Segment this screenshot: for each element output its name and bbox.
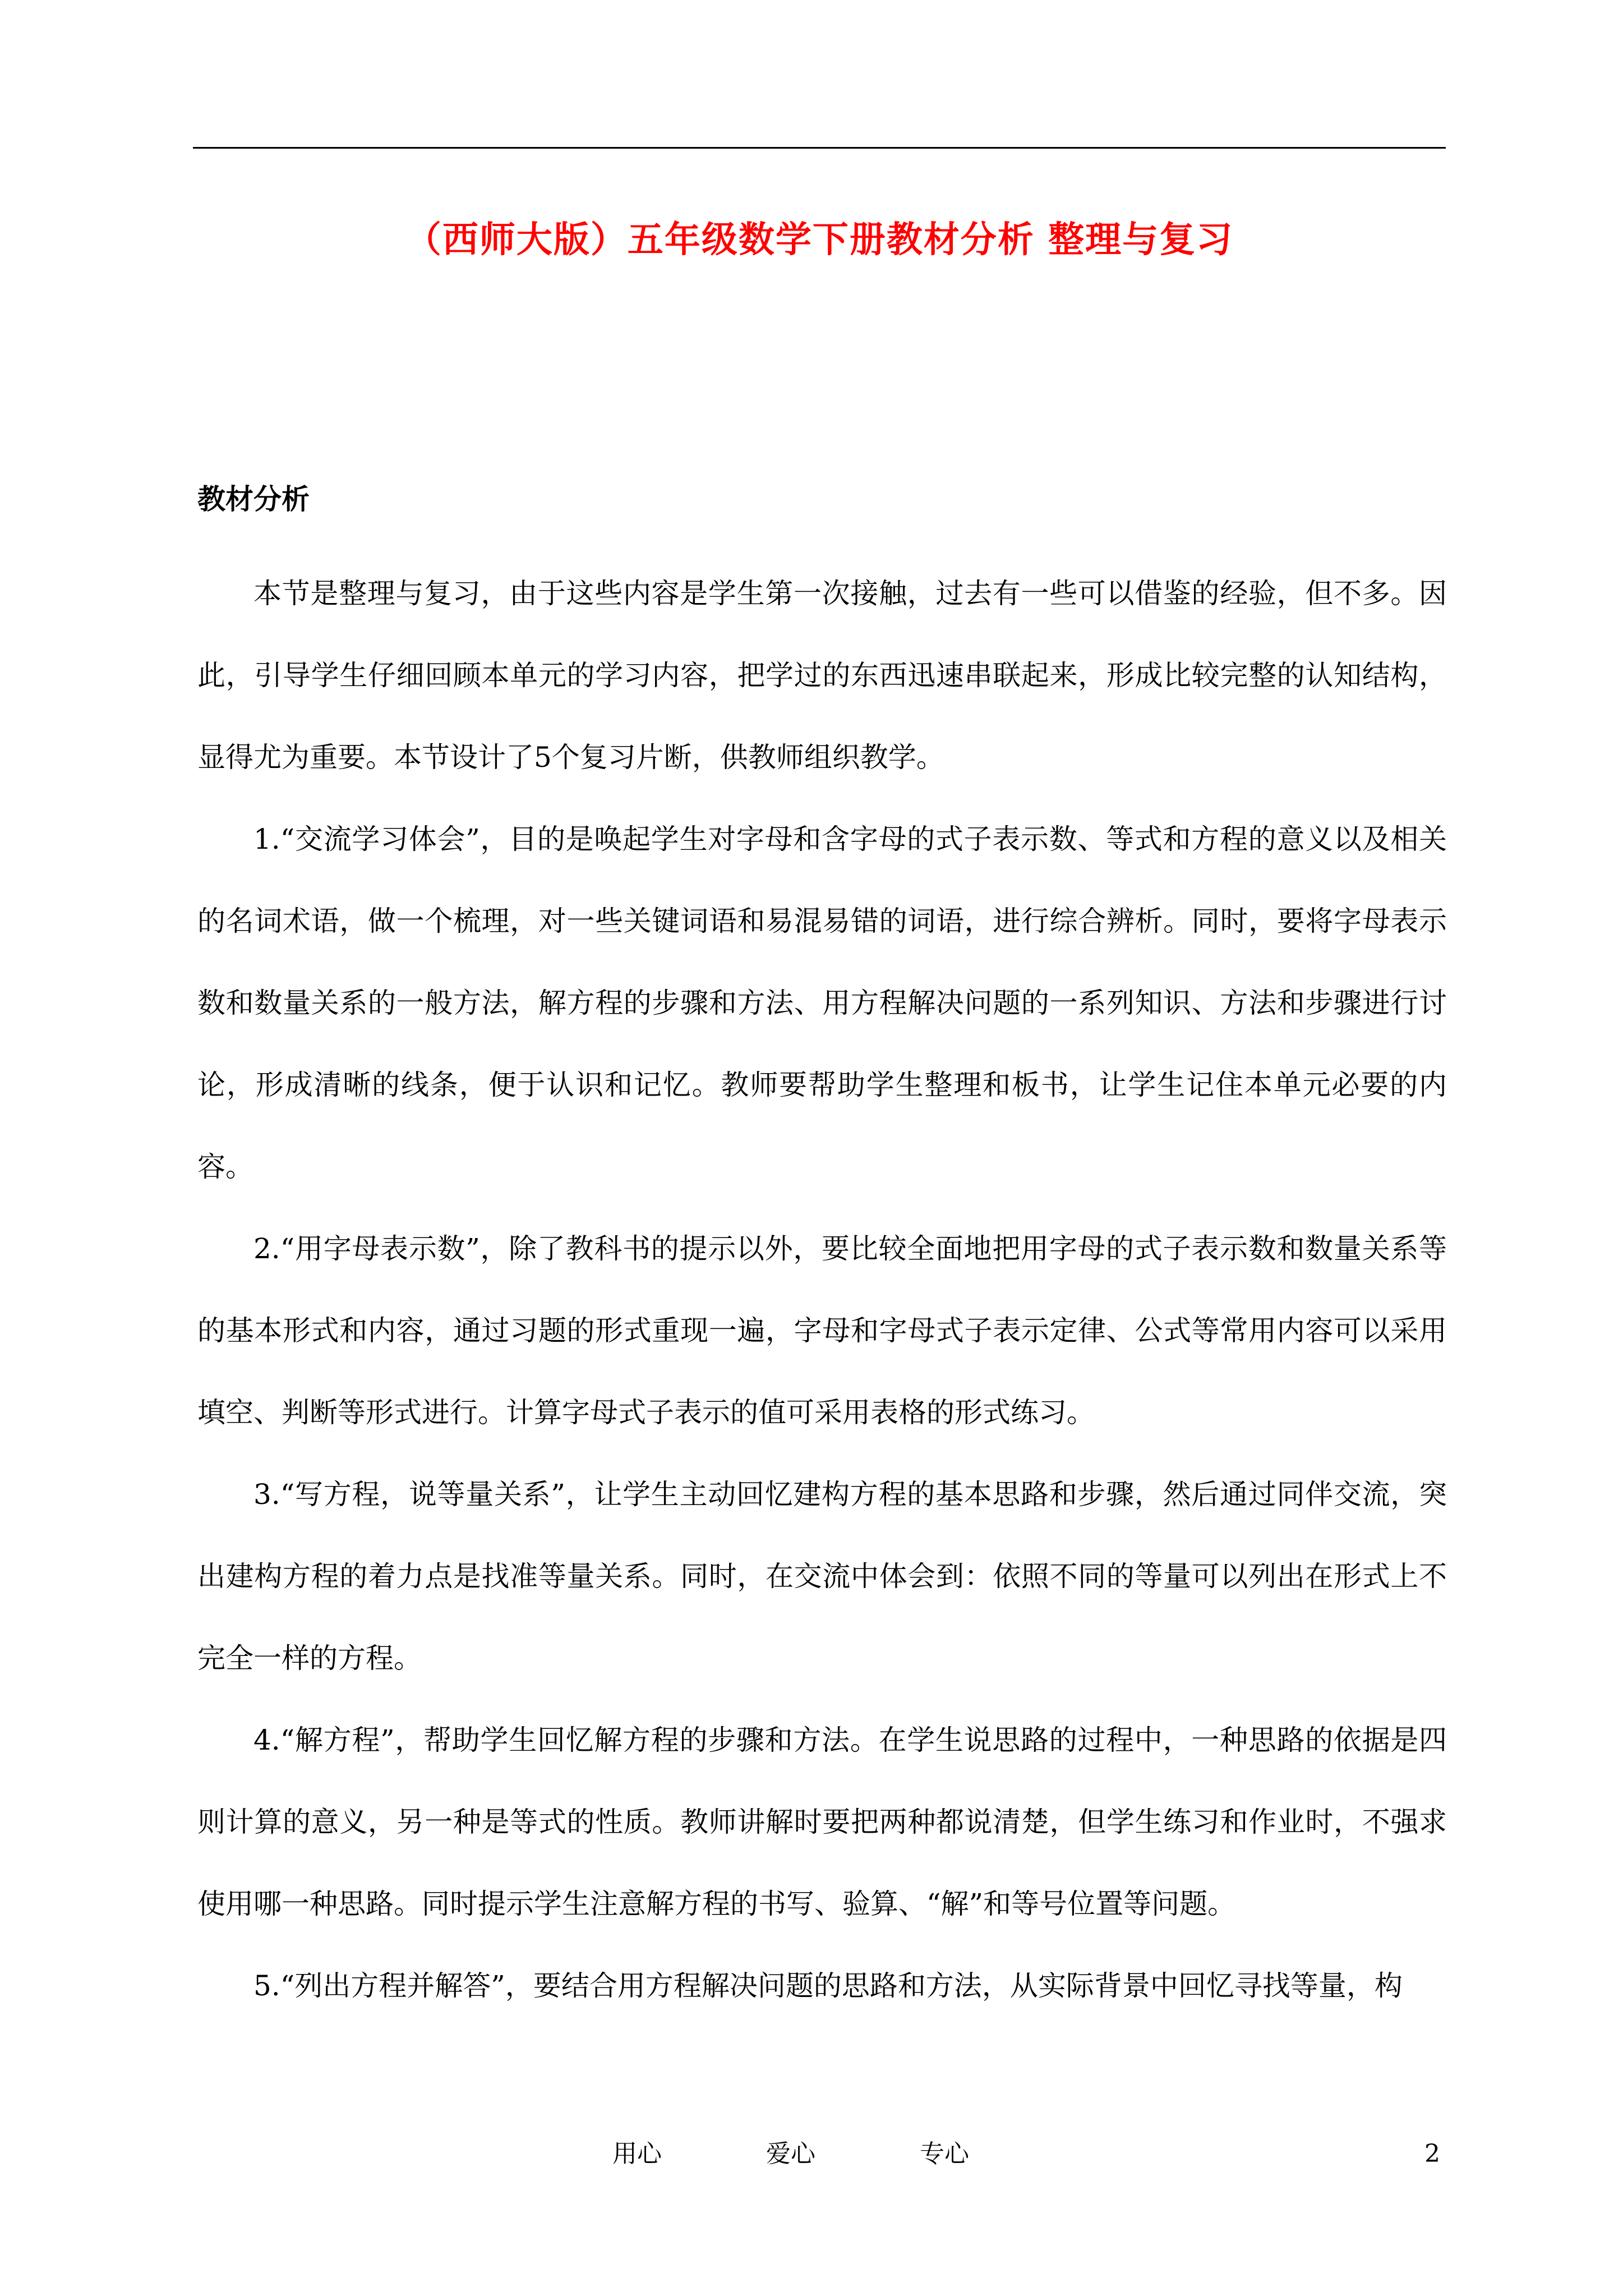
paragraph-intro: 本节是整理与复习，由于这些内容是学生第一次接触，过去有一些可以借鉴的经验，但不多。因此，引导学生仔细回顾本单元的学习内容，把学过的东西迅速串联起来，形成比较完整的认知结构，显得尤为重要。本节设计了5个复习片断，供教师组织教学。 <box>197 577 1447 774</box>
footer-word-3: 专心 <box>920 2139 969 2168</box>
paragraph-item-4: 4.“解方程”，帮助学生回忆解方程的步骤和方法。在学生说思路的过程中，一种思路的依据是四则计算的意义，另一种是等式的性质。教师讲解时要把两种都说清楚，但学生练习和作业时，不强求使用哪一种思路。同时提示学生注意解方程的书写、验算、“解”和等号位置等问题。 <box>197 1724 1447 1920</box>
footer-word-2: 爱心 <box>766 2139 815 2168</box>
footer-word-1: 用心 <box>612 2139 662 2168</box>
paragraph-item-5: 5.“列出方程并解答”，要结合用方程解决问题的思路和方法，从实际背景中回忆寻找等量，构 <box>253 1970 1403 2002</box>
section-heading: 教材分析 <box>197 482 310 516</box>
paragraph-item-1: 1.“交流学习体会”，目的是唤起学生对字母和含字母的式子表示数、等式和方程的意义以及相关的名词术语，做一个梳理，对一些关键词语和易混易错的词语，进行综合辨析。同时，要将字母表示数和数量关系的一般方法，解方程的步骤和方法、用方程解决问题的一系列知识、方法和步骤进行讨论，形成清晰的线条，便于认识和记忆。教师要帮助学生整理和板书，让学生记住本单元必要的内容。 <box>197 823 1447 1183</box>
paragraph-item-3: 3.“写方程，说等量关系”，让学生主动回忆建构方程的基本思路和步骤，然后通过同伴交流，突出建构方程的着力点是找准等量关系。同时，在交流中体会到：依照不同的等量可以列出在形式上不完全一样的方程。 <box>197 1478 1447 1674</box>
body-text <box>197 553 1447 2027</box>
document-title: （西师大版）五年级数学下册教材分析 整理与复习 <box>405 219 1234 261</box>
footer-motto <box>0 2132 1623 2177</box>
header-rule <box>193 147 1446 149</box>
page-number: 2 <box>1424 2139 1440 2168</box>
paragraph-item-2: 2.“用字母表示数”，除了教科书的提示以外，要比较全面地把用字母的式子表示数和数量关系等的基本形式和内容，通过习题的形式重现一遍，字母和字母式子表示定律、公式等常用内容可以采用填空、判断等形式进行。计算字母式子表示的值可采用表格的形式练习。 <box>197 1232 1447 1429</box>
